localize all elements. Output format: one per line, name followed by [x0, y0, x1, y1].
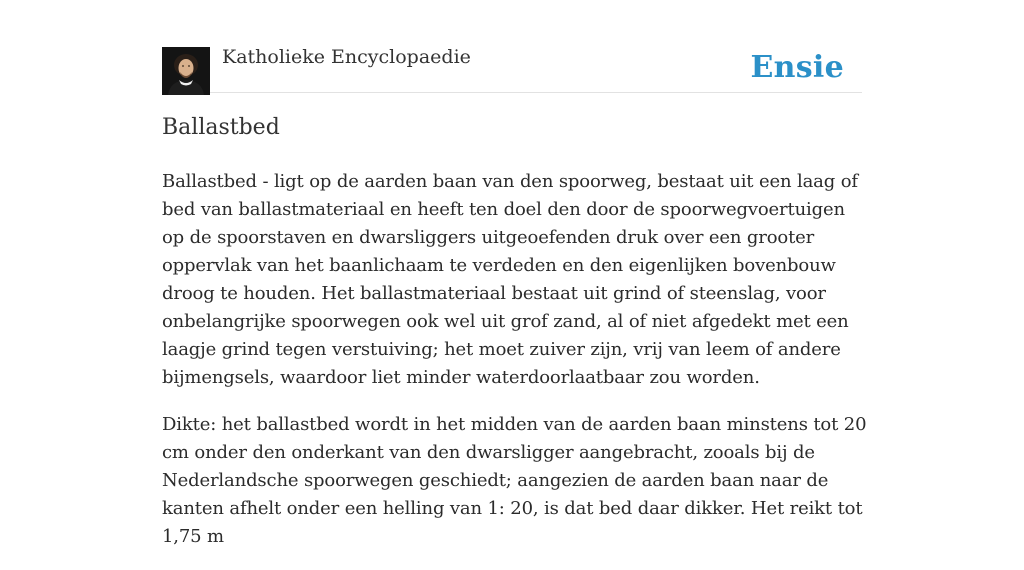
ensie-logo[interactable]: Ensie [750, 50, 844, 85]
article-body [162, 168, 868, 570]
site-header [162, 44, 862, 93]
portrait-avatar-icon[interactable] [162, 47, 210, 95]
article-title: Ballastbed [162, 115, 280, 140]
article-paragraph: Ballastbed - ligt op de aarden baan van den spoorweg, bestaat uit een laag of bed van ballastmateriaal en heeft ten doel den door de spoorwegvoertuigen op de spoorstaven en dwarsliggers uitgeoefenden druk over een grooter oppervlak van het baanlichaam te verdeden en den eigenlijken bovenbouw droog te houden. Het ballastmateriaal bestaat uit grind of steenslag, voor onbelangrijke spoorwegen ook wel uit grof zand, al of niet afgedekt met een laagje grind tegen verstuiving; het moet zuiver zijn, vrij van leem of andere bijmengsels, waardoor liet minder waterdoorlaatbaar zou worden. [162, 171, 858, 388]
encyclopedia-name[interactable]: Katholieke Encyclopaedie [222, 46, 471, 68]
article-paragraph: Dikte: het ballastbed wordt in het midden van de aarden baan minstens tot 20 cm onder den onderkant van den dwarsligger aangebracht, zooals bij de Nederlandsche spoorwegen geschiedt; aangezien de aarden baan naar de kanten afhelt onder een helling van 1: 20, is dat bed daar dikker. Het reikt tot 1,75 m [162, 414, 867, 547]
